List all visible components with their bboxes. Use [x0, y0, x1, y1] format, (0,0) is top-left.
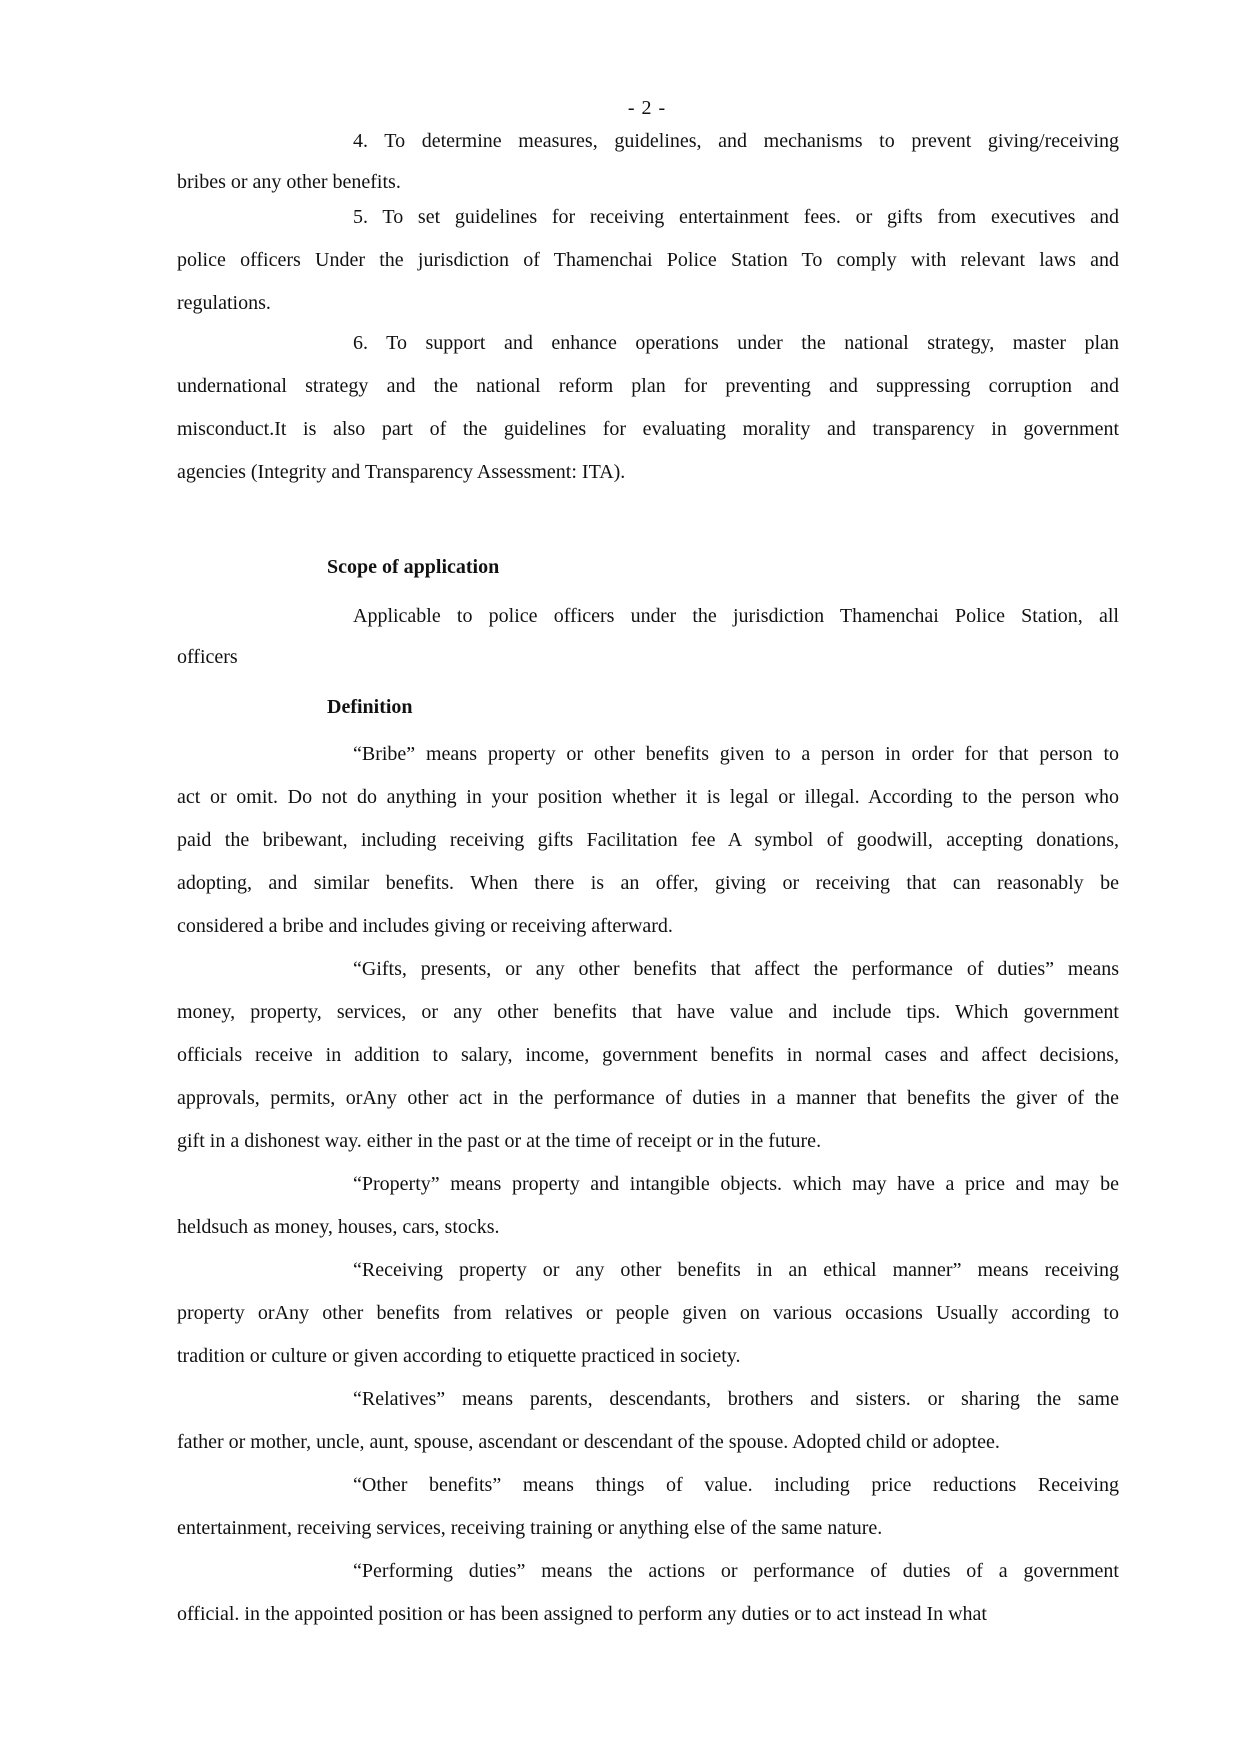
text-line: tradition or culture or given according to etiquette practiced in society. [177, 1345, 741, 1367]
definition-bribe [177, 733, 1119, 948]
text-line: paid the bribewant, including receiving gifts Facilitation fee A symbol of goodwill, accepting donations, [177, 829, 1119, 851]
text-line: “Property” means property and intangible objects. which may have a price and may be [353, 1173, 1119, 1195]
text-line: officials receive in addition to salary, income, government benefits in normal cases and affect decisions, [177, 1044, 1119, 1066]
definition-performing-duties [177, 1550, 1119, 1636]
text-line: regulations. [177, 292, 271, 314]
text-line: undernational strategy and the national reform plan for preventing and suppressing corruption and [177, 375, 1119, 397]
text-line: act or omit. Do not do anything in your position whether it is legal or illegal. According to the person who [177, 786, 1119, 808]
text-line: “Bribe” means property or other benefits given to a person in order for that person to [353, 743, 1119, 765]
page-number: - 2 - [627, 97, 667, 119]
definition-gifts [177, 948, 1119, 1163]
text-line: adopting, and similar benefits. When there is an offer, giving or receiving that can reasonably be [177, 872, 1119, 894]
definition-other-benefits [177, 1464, 1119, 1550]
text-line: considered a bribe and includes giving or receiving afterward. [177, 915, 673, 937]
text-line: entertainment, receiving services, receiving training or anything else of the same nature. [177, 1517, 883, 1539]
text-line: “Gifts, presents, or any other benefits that affect the performance of duties” means [353, 958, 1119, 980]
paragraph-item-4 [177, 120, 1119, 201]
text-line: gift in a dishonest way. either in the past or at the time of receipt or in the future. [177, 1130, 822, 1152]
text-line: 6. To support and enhance operations under the national strategy, master plan [353, 332, 1119, 354]
text-line: police officers Under the jurisdiction of Thamenchai Police Station To comply with relevant laws and [177, 249, 1119, 271]
text-line: Applicable to police officers under the jurisdiction Thamenchai Police Station, all [353, 605, 1119, 627]
section-heading-scope: Scope of application [327, 556, 500, 578]
text-line: misconduct.It is also part of the guidelines for evaluating morality and transparency in government [177, 418, 1119, 440]
text-line: bribes or any other benefits. [177, 171, 401, 193]
text-line: father or mother, uncle, aunt, spouse, ascendant or descendant of the spouse. Adopted child or adoptee. [177, 1431, 1000, 1453]
text-line: “Relatives” means parents, descendants, brothers and sisters. or sharing the same [353, 1388, 1119, 1410]
text-line: official. in the appointed position or has been assigned to perform any duties or to act instead In what [177, 1603, 987, 1625]
text-line: approvals, permits, orAny other act in the performance of duties in a manner that benefits the giver of the [177, 1087, 1119, 1109]
paragraph-item-5 [177, 196, 1119, 325]
text-line: property orAny other benefits from relatives or people given on various occasions Usually according to [177, 1302, 1119, 1324]
definition-property [177, 1163, 1119, 1249]
text-line: “Other benefits” means things of value. including price reductions Receiving [353, 1474, 1119, 1496]
definition-ethical-receiving [177, 1249, 1119, 1378]
section-heading-definition: Definition [327, 696, 413, 718]
text-line: heldsuch as money, houses, cars, stocks. [177, 1216, 500, 1238]
text-line: 4. To determine measures, guidelines, and mechanisms to prevent giving/receiving [353, 130, 1119, 152]
paragraph-item-6 [177, 322, 1119, 494]
text-line: agencies (Integrity and Transparency Assessment: ITA). [177, 461, 626, 483]
text-line: officers [177, 646, 238, 668]
definition-relatives [177, 1378, 1119, 1464]
text-line: “Receiving property or any other benefits in an ethical manner” means receiving [353, 1259, 1119, 1281]
text-line: money, property, services, or any other benefits that have value and include tips. Which government [177, 1001, 1119, 1023]
text-line: “Performing duties” means the actions or performance of duties of a government [353, 1560, 1119, 1582]
text-line: 5. To set guidelines for receiving entertainment fees. or gifts from executives and [353, 206, 1119, 228]
paragraph-scope [177, 596, 1119, 678]
